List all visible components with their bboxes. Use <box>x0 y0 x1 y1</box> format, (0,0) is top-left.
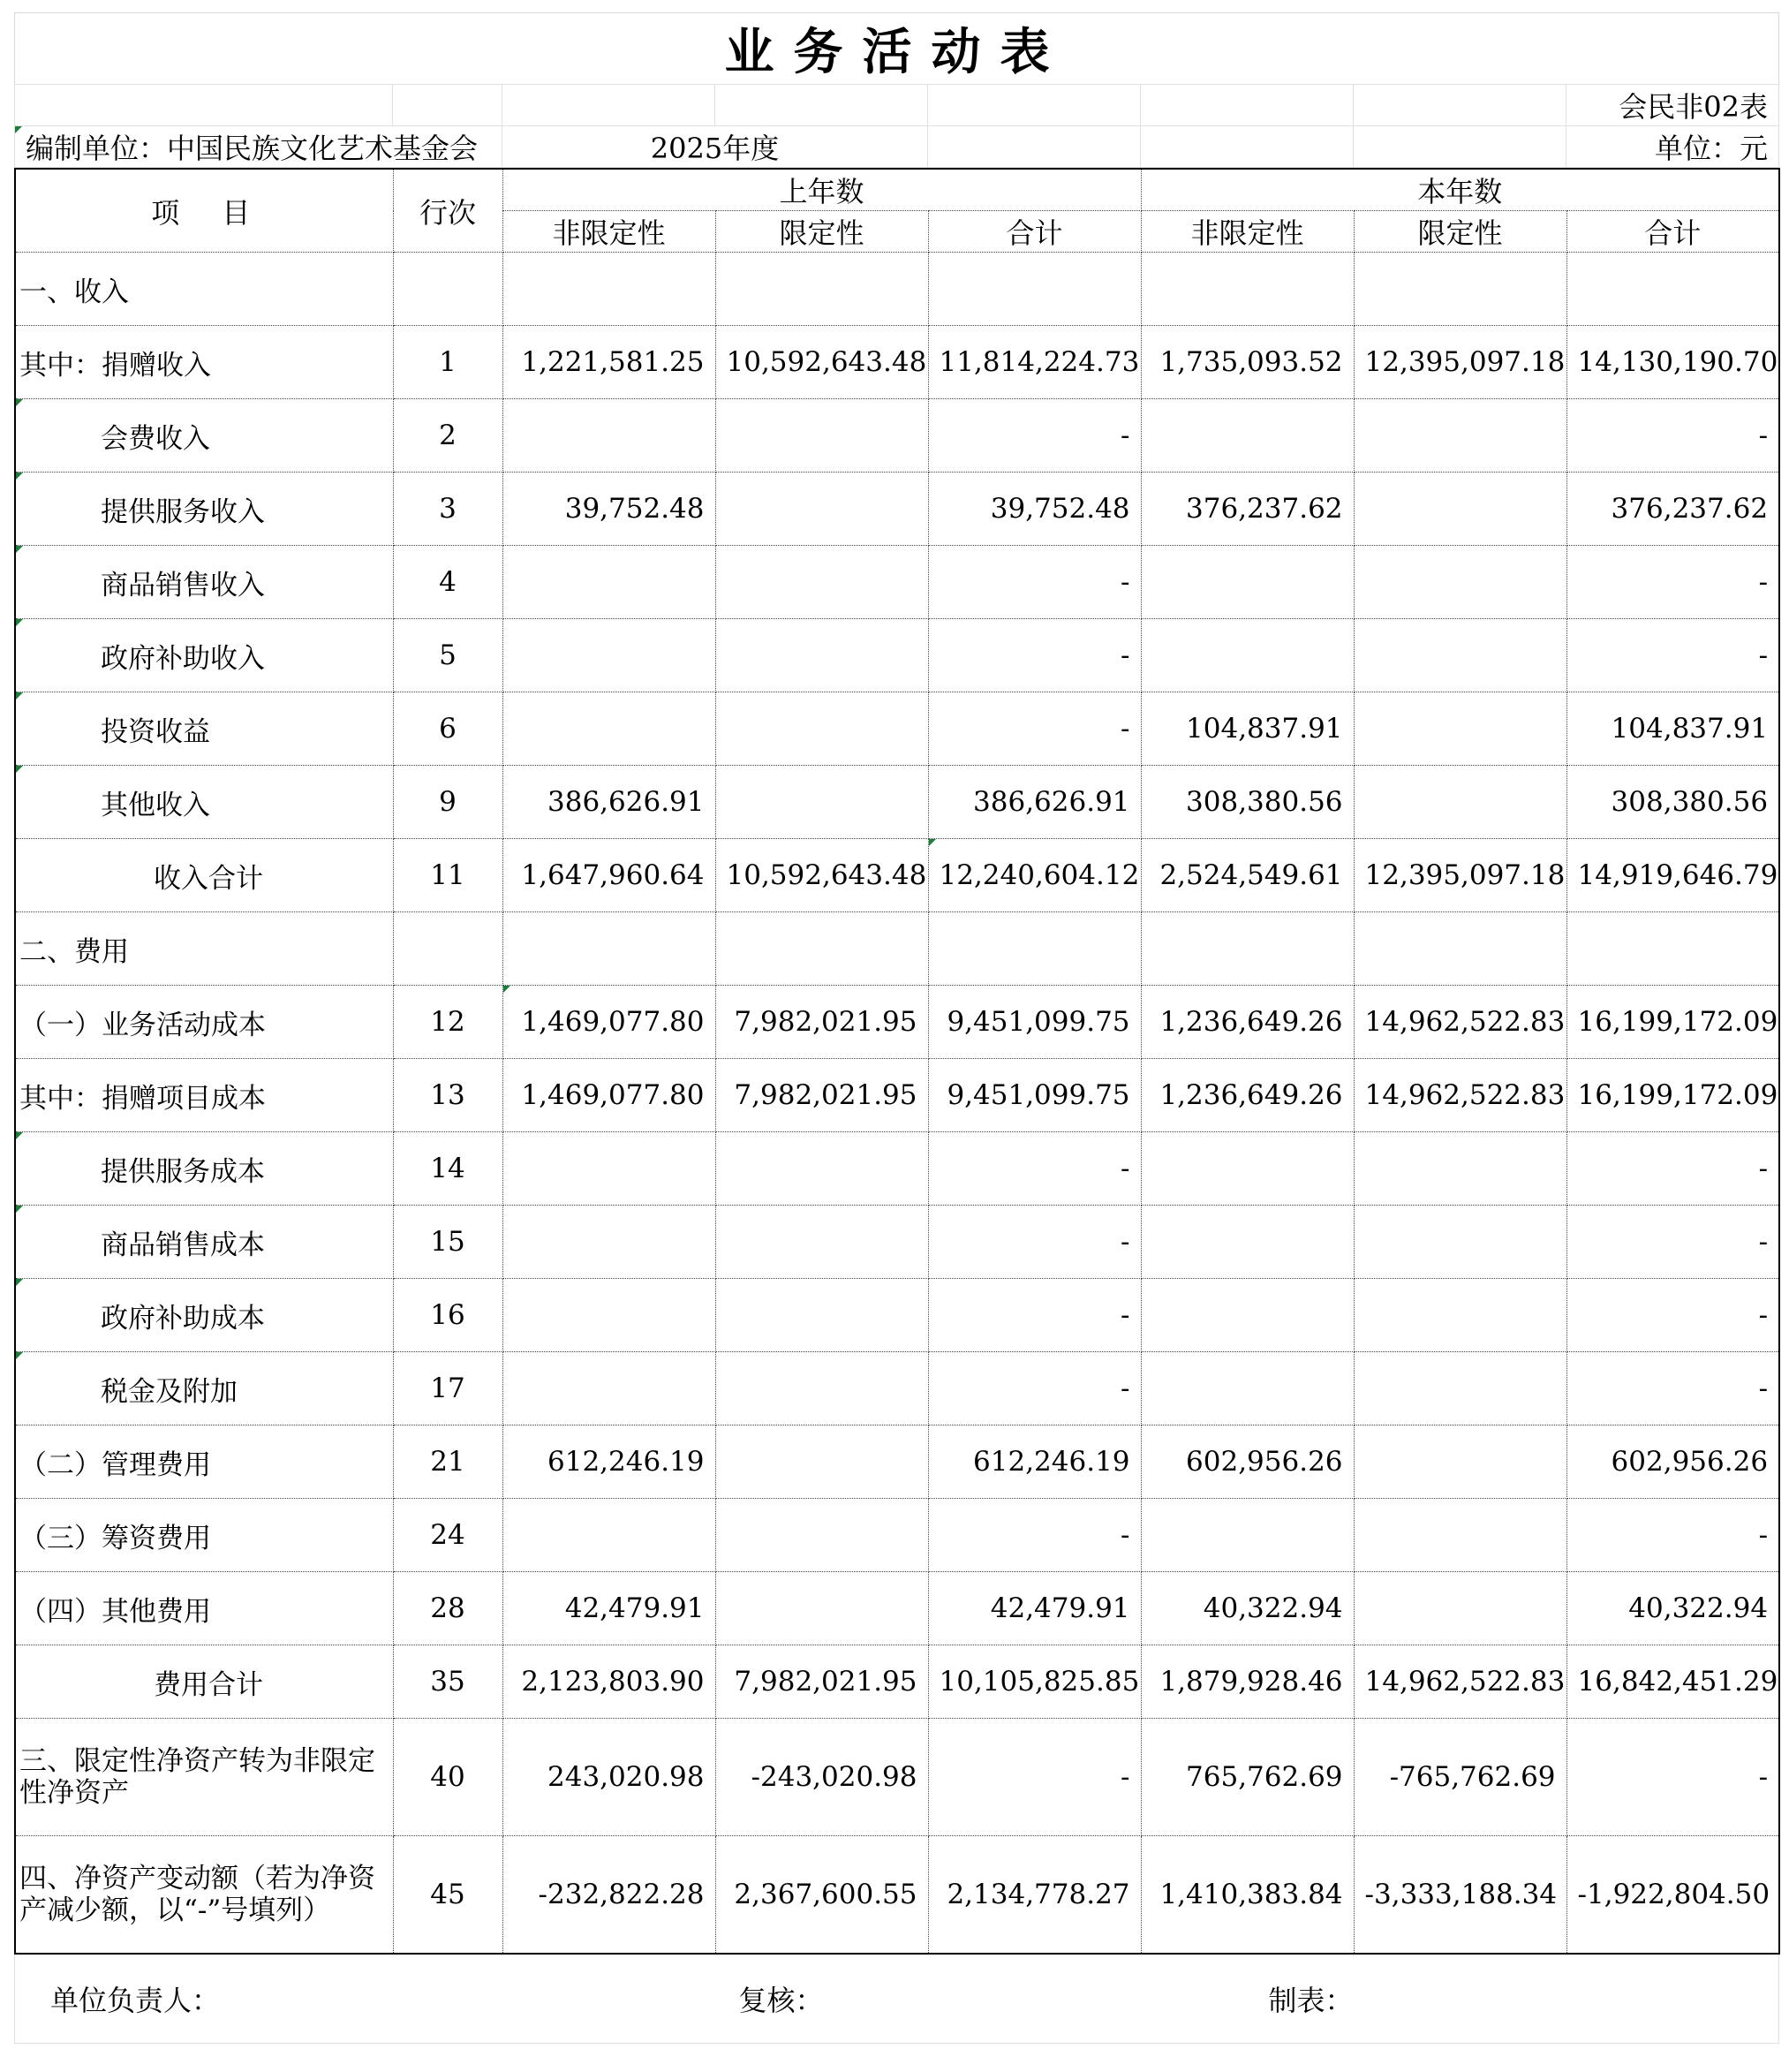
cell-prev-total[interactable]: 12,240,604.12 <box>928 839 1141 912</box>
row-line[interactable] <box>393 253 502 326</box>
cell-curr-total[interactable]: 16,199,172.09 <box>1566 986 1779 1059</box>
row-line[interactable]: 24 <box>393 1499 502 1572</box>
cell-curr-total[interactable]: 602,956.26 <box>1566 1425 1779 1499</box>
cell-curr-restricted[interactable]: 14,962,522.83 <box>1354 1059 1566 1132</box>
empty-cell[interactable] <box>1141 126 1354 168</box>
cell-prev-total[interactable]: - <box>928 1206 1141 1279</box>
cell-curr-total[interactable]: -1,922,804.50 <box>1566 1836 1779 1955</box>
cell-prev-restricted[interactable] <box>715 1352 928 1425</box>
cell-prev-unrestricted[interactable] <box>502 1132 715 1206</box>
row-line[interactable]: 9 <box>393 766 502 839</box>
cell-curr-unrestricted[interactable]: 376,237.62 <box>1141 473 1354 546</box>
report-period[interactable]: 2025年度 <box>502 126 928 168</box>
cell-curr-restricted[interactable] <box>1354 546 1566 619</box>
cell-prev-restricted[interactable] <box>715 1206 928 1279</box>
row-label[interactable]: 商品销售收入 <box>15 546 393 619</box>
row-line[interactable]: 2 <box>393 399 502 473</box>
header-curr-total[interactable]: 合计 <box>1566 211 1779 253</box>
cell-curr-unrestricted[interactable]: 602,956.26 <box>1141 1425 1354 1499</box>
header-line[interactable]: 行次 <box>393 169 502 253</box>
cell-curr-restricted[interactable]: 12,395,097.18 <box>1354 839 1566 912</box>
row-label[interactable]: 一、收入 <box>15 253 393 326</box>
header-curr-unrestricted[interactable]: 非限定性 <box>1141 211 1354 253</box>
cell-curr-total[interactable]: 16,842,451.29 <box>1566 1645 1779 1719</box>
cell-prev-restricted[interactable] <box>715 253 928 326</box>
cell-curr-restricted[interactable] <box>1354 619 1566 692</box>
cell-prev-unrestricted[interactable] <box>502 253 715 326</box>
row-line[interactable]: 35 <box>393 1645 502 1719</box>
cell-prev-unrestricted[interactable]: 1,469,077.80 <box>502 1059 715 1132</box>
cell-curr-unrestricted[interactable] <box>1141 1352 1354 1425</box>
cell-prev-restricted[interactable]: 7,982,021.95 <box>715 1059 928 1132</box>
row-label[interactable]: 商品销售成本 <box>15 1206 393 1279</box>
cell-curr-restricted[interactable] <box>1354 399 1566 473</box>
cell-prev-total[interactable]: 9,451,099.75 <box>928 1059 1141 1132</box>
cell-prev-restricted[interactable] <box>715 912 928 986</box>
row-label[interactable]: 四、净资产变动额（若为净资产减少额，以“-”号填列） <box>15 1836 393 1955</box>
footer-prepared[interactable]: 制表： <box>1268 1984 1354 2017</box>
cell-curr-restricted[interactable] <box>1354 1279 1566 1352</box>
cell-curr-restricted[interactable] <box>1354 253 1566 326</box>
cell-prev-unrestricted[interactable]: 2,123,803.90 <box>502 1645 715 1719</box>
cell-curr-total[interactable]: - <box>1566 399 1779 473</box>
cell-prev-unrestricted[interactable] <box>502 912 715 986</box>
cell-curr-restricted[interactable] <box>1354 1352 1566 1425</box>
cell-prev-restricted[interactable]: 10,592,643.48 <box>715 326 928 399</box>
row-label[interactable]: 三、限定性净资产转为非限定性净资产 <box>15 1719 393 1836</box>
form-code[interactable]: 会民非02表 <box>1566 85 1779 126</box>
cell-prev-unrestricted[interactable]: 243,020.98 <box>502 1719 715 1836</box>
cell-curr-unrestricted[interactable]: 765,762.69 <box>1141 1719 1354 1836</box>
cell-curr-unrestricted[interactable] <box>1141 1279 1354 1352</box>
row-line[interactable]: 12 <box>393 986 502 1059</box>
cell-curr-unrestricted[interactable]: 40,322.94 <box>1141 1572 1354 1645</box>
report-title: 业务活动表 <box>15 13 1779 85</box>
activity-table <box>14 168 1780 1955</box>
row-label[interactable]: 会费收入 <box>15 399 393 473</box>
signature-footer <box>14 1955 1779 2044</box>
row-label[interactable]: （四）其他费用 <box>15 1572 393 1645</box>
empty-cell[interactable] <box>928 126 1141 168</box>
cell-prev-restricted[interactable] <box>715 473 928 546</box>
cell-curr-unrestricted[interactable]: 104,837.91 <box>1141 692 1354 766</box>
row-line[interactable]: 1 <box>393 326 502 399</box>
cell-curr-restricted[interactable] <box>1354 912 1566 986</box>
cell-curr-total[interactable] <box>1566 912 1779 986</box>
cell-prev-total[interactable]: 11,814,224.73 <box>928 326 1141 399</box>
cell-prev-restricted[interactable] <box>715 399 928 473</box>
cell-curr-total[interactable]: 376,237.62 <box>1566 473 1779 546</box>
cell-prev-total[interactable]: - <box>928 692 1141 766</box>
cell-curr-restricted[interactable]: -3,333,188.34 <box>1354 1836 1566 1955</box>
cell-curr-total[interactable] <box>1566 253 1779 326</box>
cell-curr-restricted[interactable] <box>1354 1572 1566 1645</box>
cell-prev-unrestricted[interactable] <box>502 546 715 619</box>
cell-prev-total[interactable]: - <box>928 1352 1141 1425</box>
header-prev-restricted[interactable]: 限定性 <box>715 211 928 253</box>
cell-prev-total[interactable]: 9,451,099.75 <box>928 986 1141 1059</box>
cell-curr-restricted[interactable] <box>1354 1206 1566 1279</box>
cell-prev-total[interactable]: 612,246.19 <box>928 1425 1141 1499</box>
cell-curr-restricted[interactable] <box>1354 1425 1566 1499</box>
cell-prev-unrestricted[interactable] <box>502 1352 715 1425</box>
row-label[interactable]: 投资收益 <box>15 692 393 766</box>
cell-curr-total[interactable]: 104,837.91 <box>1566 692 1779 766</box>
cell-prev-restricted[interactable]: 7,982,021.95 <box>715 1645 928 1719</box>
cell-prev-total[interactable] <box>928 912 1141 986</box>
cell-prev-total[interactable]: - <box>928 1499 1141 1572</box>
cell-curr-total[interactable]: - <box>1566 1719 1779 1836</box>
cell-prev-unrestricted[interactable] <box>502 399 715 473</box>
cell-prev-total[interactable]: - <box>928 1132 1141 1206</box>
cell-curr-unrestricted[interactable] <box>1141 619 1354 692</box>
cell-curr-unrestricted[interactable]: 2,524,549.61 <box>1141 839 1354 912</box>
cell-prev-restricted[interactable]: 2,367,600.55 <box>715 1836 928 1955</box>
row-line[interactable]: 45 <box>393 1836 502 1955</box>
cell-curr-total[interactable]: 14,919,646.79 <box>1566 839 1779 912</box>
cell-prev-unrestricted[interactable] <box>502 1499 715 1572</box>
row-label[interactable]: 税金及附加 <box>15 1352 393 1425</box>
cell-curr-total[interactable]: 308,380.56 <box>1566 766 1779 839</box>
row-line[interactable]: 16 <box>393 1279 502 1352</box>
footer-review[interactable]: 复核： <box>738 1984 824 2017</box>
row-label[interactable]: 费用合计 <box>15 1645 393 1719</box>
cell-prev-unrestricted[interactable]: 386,626.91 <box>502 766 715 839</box>
row-label[interactable]: （二）管理费用 <box>15 1425 393 1499</box>
empty-cell[interactable] <box>15 85 393 126</box>
cell-prev-total[interactable]: 2,134,778.27 <box>928 1836 1141 1955</box>
empty-cell[interactable] <box>393 85 502 126</box>
cell-prev-restricted[interactable] <box>715 619 928 692</box>
cell-prev-unrestricted[interactable] <box>502 1206 715 1279</box>
row-label[interactable]: 收入合计 <box>15 839 393 912</box>
cell-curr-total[interactable]: 16,199,172.09 <box>1566 1059 1779 1132</box>
row-label[interactable]: 二、费用 <box>15 912 393 986</box>
cell-curr-unrestricted[interactable] <box>1141 253 1354 326</box>
cell-curr-unrestricted[interactable] <box>1141 1132 1354 1206</box>
cell-curr-total[interactable]: - <box>1566 1279 1779 1352</box>
row-label[interactable]: 其他收入 <box>15 766 393 839</box>
row-label[interactable]: （三）筹资费用 <box>15 1499 393 1572</box>
cell-curr-total[interactable]: 40,322.94 <box>1566 1572 1779 1645</box>
row-line[interactable]: 4 <box>393 546 502 619</box>
cell-curr-restricted[interactable]: 12,395,097.18 <box>1354 326 1566 399</box>
cell-curr-unrestricted[interactable] <box>1141 912 1354 986</box>
cell-curr-total[interactable]: - <box>1566 1132 1779 1206</box>
cell-prev-total[interactable]: - <box>928 1719 1141 1836</box>
cell-prev-total[interactable]: 10,105,825.85 <box>928 1645 1141 1719</box>
empty-cell[interactable] <box>715 85 928 126</box>
header-prev-year[interactable]: 上年数 <box>502 169 1141 211</box>
cell-curr-total[interactable]: 14,130,190.70 <box>1566 326 1779 399</box>
row-label[interactable]: 其中：捐赠项目成本 <box>15 1059 393 1132</box>
cell-curr-total[interactable]: - <box>1566 546 1779 619</box>
cell-prev-restricted[interactable] <box>715 546 928 619</box>
cell-prev-unrestricted[interactable]: 1,221,581.25 <box>502 326 715 399</box>
cell-curr-unrestricted[interactable] <box>1141 1206 1354 1279</box>
empty-cell[interactable] <box>1141 85 1354 126</box>
cell-prev-unrestricted[interactable]: 1,647,960.64 <box>502 839 715 912</box>
header-curr-year[interactable]: 本年数 <box>1141 169 1779 211</box>
report-table <box>14 12 1779 168</box>
cell-prev-restricted[interactable] <box>715 1572 928 1645</box>
row-line[interactable]: 5 <box>393 619 502 692</box>
cell-curr-restricted[interactable]: -765,762.69 <box>1354 1719 1566 1836</box>
cell-prev-total[interactable]: - <box>928 1279 1141 1352</box>
header-prev-unrestricted[interactable]: 非限定性 <box>502 211 715 253</box>
row-label[interactable]: 其中：捐赠收入 <box>15 326 393 399</box>
cell-prev-restricted[interactable] <box>715 1425 928 1499</box>
cell-curr-unrestricted[interactable] <box>1141 399 1354 473</box>
row-label[interactable]: 政府补助成本 <box>15 1279 393 1352</box>
cell-prev-unrestricted[interactable]: 612,246.19 <box>502 1425 715 1499</box>
cell-prev-total[interactable] <box>928 253 1141 326</box>
cell-prev-restricted[interactable] <box>715 766 928 839</box>
cell-prev-unrestricted[interactable] <box>502 619 715 692</box>
header-item[interactable]: 项 目 <box>15 169 393 253</box>
report-sheet <box>14 12 1778 2063</box>
cell-prev-restricted[interactable] <box>715 1132 928 1206</box>
cell-curr-restricted[interactable] <box>1354 1132 1566 1206</box>
cell-curr-total[interactable]: - <box>1566 1352 1779 1425</box>
footer-head[interactable]: 单位负责人： <box>50 1984 221 2017</box>
row-line[interactable]: 15 <box>393 1206 502 1279</box>
cell-curr-restricted[interactable]: 14,962,522.83 <box>1354 1645 1566 1719</box>
cell-curr-unrestricted[interactable] <box>1141 1499 1354 1572</box>
cell-curr-restricted[interactable] <box>1354 692 1566 766</box>
cell-prev-unrestricted[interactable]: 39,752.48 <box>502 473 715 546</box>
cell-prev-total[interactable]: 39,752.48 <box>928 473 1141 546</box>
cell-prev-total[interactable]: - <box>928 399 1141 473</box>
cell-curr-restricted[interactable]: 14,962,522.83 <box>1354 986 1566 1059</box>
row-line[interactable]: 11 <box>393 839 502 912</box>
cell-prev-restricted[interactable]: -243,020.98 <box>715 1719 928 1836</box>
cell-curr-unrestricted[interactable] <box>1141 546 1354 619</box>
row-line[interactable]: 3 <box>393 473 502 546</box>
cell-prev-unrestricted[interactable] <box>502 1279 715 1352</box>
row-label[interactable]: 提供服务成本 <box>15 1132 393 1206</box>
cell-curr-total[interactable]: - <box>1566 619 1779 692</box>
cell-curr-unrestricted[interactable]: 1,879,928.46 <box>1141 1645 1354 1719</box>
cell-prev-restricted[interactable]: 10,592,643.48 <box>715 839 928 912</box>
row-line[interactable] <box>393 912 502 986</box>
cell-curr-restricted[interactable] <box>1354 1499 1566 1572</box>
cell-curr-total[interactable]: - <box>1566 1206 1779 1279</box>
cell-curr-unrestricted[interactable]: 1,410,383.84 <box>1141 1836 1354 1955</box>
org-label[interactable]: 编制单位：中国民族文化艺术基金会 <box>15 126 502 168</box>
header-prev-total[interactable]: 合计 <box>928 211 1141 253</box>
cell-curr-unrestricted[interactable]: 1,236,649.26 <box>1141 986 1354 1059</box>
cell-curr-total[interactable]: - <box>1566 1499 1779 1572</box>
row-line[interactable]: 21 <box>393 1425 502 1499</box>
row-line[interactable]: 28 <box>393 1572 502 1645</box>
row-label[interactable]: 提供服务收入 <box>15 473 393 546</box>
empty-cell[interactable] <box>928 85 1141 126</box>
cell-prev-unrestricted[interactable]: -232,822.28 <box>502 1836 715 1955</box>
cell-prev-total[interactable]: 42,479.91 <box>928 1572 1141 1645</box>
cell-prev-unrestricted[interactable]: 1,469,077.80 <box>502 986 715 1059</box>
unit-label[interactable]: 单位：元 <box>1566 126 1779 168</box>
cell-prev-unrestricted[interactable] <box>502 692 715 766</box>
cell-prev-restricted[interactable] <box>715 1499 928 1572</box>
cell-prev-total[interactable]: - <box>928 546 1141 619</box>
row-line[interactable]: 17 <box>393 1352 502 1425</box>
cell-prev-unrestricted[interactable]: 42,479.91 <box>502 1572 715 1645</box>
row-line[interactable]: 6 <box>393 692 502 766</box>
cell-prev-total[interactable]: 386,626.91 <box>928 766 1141 839</box>
empty-cell[interactable] <box>1354 85 1566 126</box>
cell-prev-restricted[interactable]: 7,982,021.95 <box>715 986 928 1059</box>
cell-curr-unrestricted[interactable]: 1,236,649.26 <box>1141 1059 1354 1132</box>
row-line[interactable]: 40 <box>393 1719 502 1836</box>
cell-curr-restricted[interactable] <box>1354 766 1566 839</box>
row-label[interactable]: （一）业务活动成本 <box>15 986 393 1059</box>
cell-prev-restricted[interactable] <box>715 1279 928 1352</box>
cell-curr-restricted[interactable] <box>1354 473 1566 546</box>
row-label[interactable]: 政府补助收入 <box>15 619 393 692</box>
row-line[interactable]: 14 <box>393 1132 502 1206</box>
empty-cell[interactable] <box>1354 126 1566 168</box>
row-line[interactable]: 13 <box>393 1059 502 1132</box>
empty-cell[interactable] <box>502 85 715 126</box>
cell-prev-total[interactable]: - <box>928 619 1141 692</box>
cell-prev-restricted[interactable] <box>715 692 928 766</box>
cell-curr-unrestricted[interactable]: 308,380.56 <box>1141 766 1354 839</box>
header-curr-restricted[interactable]: 限定性 <box>1354 211 1566 253</box>
cell-curr-unrestricted[interactable]: 1,735,093.52 <box>1141 326 1354 399</box>
